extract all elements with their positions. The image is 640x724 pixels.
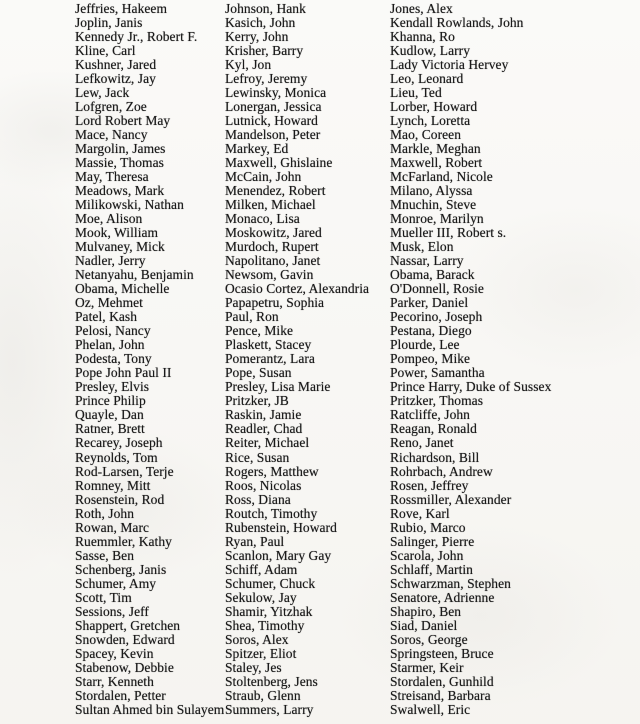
name-entry: Kennedy Jr., Robert F. [75,29,198,45]
name-entry: Rubio, Marco [390,519,466,535]
name-entry: Jeffries, Hakeem [75,1,168,16]
name-entry: Stordalen, Gunhild [390,673,494,689]
name-entry: Nadler, Jerry [75,253,146,269]
name-entry: Pecorino, Joseph [390,309,483,325]
name-entry: Romney, Mitt [75,477,151,493]
name-entry: Sultan Ahmed bin Sulayem [75,701,225,717]
name-entry: Paul, Ron [225,309,279,325]
name-entry: Rice, Susan [225,449,290,465]
name-entry: Margolin, James [75,141,166,157]
name-entry: Rod-Larsen, Terje [75,463,174,479]
name-entry: Summers, Larry [225,701,314,717]
name-entry: Mace, Nancy [75,127,148,143]
name-entry: Kyl, Jon [225,57,272,73]
name-entry: Shapiro, Ben [390,603,462,619]
name-entry: Prince Philip [75,393,146,409]
name-column-2 [225,2,369,717]
name-entry: Sekulow, Jay [225,589,297,605]
name-entry: Parker, Daniel [390,295,469,311]
name-entry: Staley, Jes [225,659,282,675]
name-column-3 [390,2,551,717]
name-entry: Lew, Jack [75,85,130,101]
name-entry: Streisand, Barbara [390,687,491,703]
name-entry: Siad, Daniel [390,617,458,633]
name-entry: Meadows, Mark [75,183,165,199]
name-entry: Kudlow, Larry [390,43,471,59]
name-entry: Swalwell, Eric [390,701,471,717]
name-entry: Schwarzman, Stephen [390,575,511,591]
name-entry: Ross, Diana [225,491,291,507]
name-entry: Markle, Meghan [390,141,481,157]
name-entry: Prince Harry, Duke of Sussex [390,379,552,395]
name-entry: Murdoch, Rupert [225,239,319,255]
name-entry: Reynolds, Tom [75,449,158,465]
name-entry: Plourde, Lee [390,337,460,353]
name-entry: Ocasio Cortez, Alexandria [225,281,370,297]
name-entry: Springsteen, Bruce [390,645,494,661]
name-entry: Lewinsky, Monica [225,85,327,101]
name-entry: Scanlon, Mary Gay [225,547,332,563]
name-entry: Ratner, Brett [75,421,145,437]
name-entry: Sessions, Jeff [75,603,149,619]
name-entry: Lady Victoria Hervey [390,57,509,73]
name-entry: Pelosi, Nancy [75,323,151,339]
name-entry: Presley, Lisa Marie [225,379,331,395]
name-entry: Scott, Tim [75,589,132,605]
name-entry: McCain, John [225,169,302,185]
name-entry: Rossmiller, Alexander [390,491,512,507]
name-entry: Netanyahu, Benjamin [75,267,194,283]
name-entry: Senatore, Adrienne [390,589,495,605]
name-entry: Snowden, Edward [75,631,175,647]
name-entry: Mueller III, Robert s. [390,225,507,241]
name-entry: Stoltenberg, Jens [225,673,318,689]
name-entry: Johnson, Hank [225,1,306,16]
name-entry: Rowan, Marc [75,519,150,535]
name-entry: Soros, George [390,631,468,647]
name-entry: Monroe, Marilyn [390,211,484,227]
name-entry: Kasich, John [225,15,296,31]
name-entry: Phelan, John [75,337,145,353]
name-entry: Pope John Paul II [75,365,172,381]
name-entry: Recarey, Joseph [75,435,163,451]
name-entry: Richardson, Bill [390,449,480,465]
name-entry: Patel, Kash [75,309,138,325]
name-entry: Lynch, Loretta [390,113,471,129]
name-entry: Schlaff, Martin [390,561,473,577]
name-entry: Markey, Ed [225,141,289,157]
name-entry: McFarland, Nicole [390,169,493,185]
name-entry: Lorber, Howard [390,99,478,115]
name-entry: Power, Samantha [390,365,485,381]
name-entry: Rosenstein, Rod [75,491,165,507]
name-entry: Milikowski, Nathan [75,197,184,213]
name-entry: Starmer, Keir [390,659,464,675]
name-entry: Roos, Nicolas [225,477,302,493]
name-entry: Rosen, Jeffrey [390,477,469,493]
name-entry: Papapetru, Sophia [225,295,325,311]
name-entry: O'Donnell, Rosie [390,281,484,297]
name-entry: Salinger, Pierre [390,533,475,549]
name-entry: Menendez, Robert [225,183,326,199]
name-entry: Stordalen, Petter [75,687,166,703]
name-entry: Podesta, Tony [75,351,152,367]
name-entry: Reno, Janet [390,435,454,451]
name-entry: Joplin, Janis [75,15,143,31]
name-entry: Lonergan, Jessica [225,99,322,115]
name-entry: Monaco, Lisa [225,211,300,227]
name-entry: Straub, Glenn [225,687,301,703]
name-entry: Quayle, Dan [75,407,144,423]
name-entry: Sasse, Ben [75,547,134,563]
name-entry: Lutnick, Howard [225,113,318,129]
name-entry: Lofgren, Zoe [75,99,147,115]
name-entry: Soros, Alex [225,631,289,647]
name-entry: Moe, Alison [75,211,143,227]
name-entry: Maxwell, Robert [390,155,483,171]
name-entry: Mnuchin, Steve [390,197,477,213]
name-entry: Kline, Carl [75,43,136,59]
name-entry: Pritzker, Thomas [390,393,483,409]
name-entry: Pomerantz, Lara [225,351,315,367]
name-entry: Rove, Karl [390,505,450,521]
name-entry: Pompeo, Mike [390,351,471,367]
name-entry: Pestana, Diego [390,323,472,339]
name-entry: Routch, Timothy [225,505,318,521]
name-entry: Newsom, Gavin [225,267,314,283]
name-entry: Schumer, Chuck [225,575,316,591]
name-entry: Kendall Rowlands, John [390,15,524,31]
name-entry: Schiff, Adam [225,561,298,577]
name-entry: Lord Robert May [75,113,171,129]
name-entry: Rogers, Matthew [225,463,319,479]
name-entry: Readler, Chad [225,421,303,437]
name-entry: Pritzker, JB [225,393,289,409]
name-entry: Oz, Mehmet [75,295,143,311]
name-entry: Raskin, Jamie [225,407,302,423]
name-entry: Shea, Timothy [225,617,305,633]
name-entry: Mao, Coreen [390,127,462,143]
name-entry: Schumer, Amy [75,575,157,591]
name-entry: May, Theresa [75,169,149,185]
name-entry: Kushner, Jared [75,57,157,73]
name-entry: Pope, Susan [225,365,292,381]
name-entry: Spitzer, Eliot [225,645,297,661]
name-entry: Pence, Mike [225,323,294,339]
name-entry: Ryan, Paul [225,533,285,549]
name-column-1 [75,2,224,717]
name-entry: Mulvaney, Mick [75,239,165,255]
name-entry: Musk, Elon [390,239,454,255]
name-entry: Reagan, Ronald [390,421,477,437]
name-entry: Obama, Barack [390,267,475,283]
name-entry: Moskowitz, Jared [225,225,322,241]
name-entry: Ratcliffe, John [390,407,470,423]
name-entry: Shamir, Yitzhak [225,603,313,619]
name-entry: Kerry, John [225,29,289,45]
name-entry: Stabenow, Debbie [75,659,174,675]
name-entry: Ruemmler, Kathy [75,533,172,549]
name-entry: Lefkowitz, Jay [75,71,156,87]
name-entry: Presley, Elvis [75,379,150,395]
name-entry: Khanna, Ro [390,29,455,45]
name-entry: Plaskett, Stacey [225,337,312,353]
name-entry: Schenberg, Janis [75,561,167,577]
name-entry: Milken, Michael [225,197,316,213]
name-entry: Maxwell, Ghislaine [225,155,333,171]
name-entry: Rohrbach, Andrew [390,463,493,479]
name-entry: Napolitano, Janet [225,253,321,269]
name-entry: Shappert, Gretchen [75,617,181,633]
name-entry: Roth, John [75,505,135,521]
name-entry: Starr, Kenneth [75,673,154,689]
name-entry: Lieu, Ted [390,85,442,101]
name-entry: Obama, Michelle [75,281,170,297]
name-entry: Mandelson, Peter [225,127,321,143]
name-entry: Jones, Alex [390,1,453,16]
name-entry: Nassar, Larry [390,253,464,269]
name-entry: Massie, Thomas [75,155,164,171]
name-entry: Rubenstein, Howard [225,519,337,535]
name-entry: Reiter, Michael [225,435,310,451]
name-entry: Spacey, Kevin [75,645,154,661]
name-entry: Scarola, John [390,547,464,563]
name-entry: Leo, Leonard [390,71,464,87]
name-entry: Mook, William [75,225,159,241]
name-entry: Krisher, Barry [225,43,304,59]
name-entry: Lefroy, Jeremy [225,71,308,87]
name-entry: Milano, Alyssa [390,183,473,199]
